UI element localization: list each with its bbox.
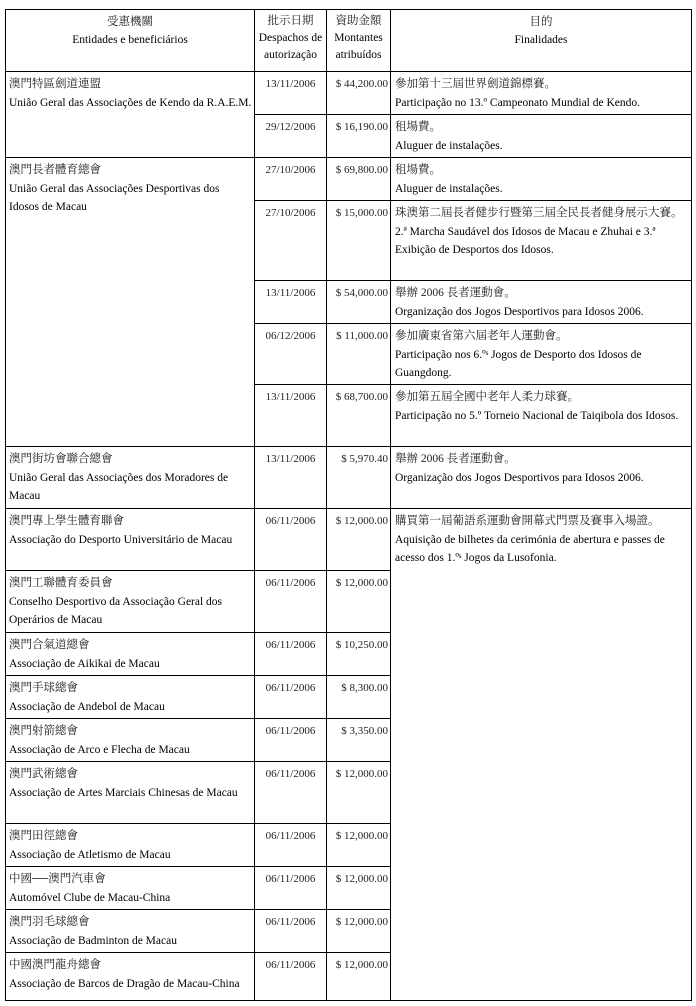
- entity-cell: [6, 676, 255, 719]
- amount-cell: $ 3,350.00: [327, 719, 391, 762]
- purpose-cell: [391, 447, 692, 509]
- amount-cell: $ 12,000.00: [327, 824, 391, 867]
- amount-cell: $ 68,700.00: [327, 385, 391, 447]
- entity-cell: [6, 910, 255, 953]
- entity-name-zh: 澳門田徑總會: [9, 830, 78, 842]
- purpose-pt: Organização dos Jogos Desportivos para Idosos 2006.: [395, 471, 644, 484]
- date-cell: 06/11/2006: [255, 953, 327, 1001]
- date-cell: 13/11/2006: [255, 72, 327, 115]
- entity-name-zh: 澳門射箭總會: [9, 725, 78, 737]
- purpose-cell: [391, 385, 692, 447]
- entity-name-zh: 澳門手球總會: [9, 682, 78, 694]
- purpose-cell: [391, 201, 692, 281]
- amount-cell: $ 54,000.00: [327, 281, 391, 324]
- purpose-cell: [391, 115, 692, 158]
- amount-cell: $ 11,000.00: [327, 324, 391, 385]
- entity-name-pt: Associação de Andebol de Macau: [9, 700, 165, 713]
- date-cell: 06/11/2006: [255, 509, 327, 571]
- grants-table: [5, 9, 692, 1001]
- date-cell: 06/11/2006: [255, 719, 327, 762]
- table-row: [6, 72, 692, 115]
- entity-cell: [6, 762, 255, 824]
- entity-name-zh: 澳門工聯體育委員會: [9, 577, 113, 589]
- date-cell: 27/10/2006: [255, 158, 327, 201]
- date-cell: 06/11/2006: [255, 762, 327, 824]
- header-amount: [327, 10, 391, 72]
- entity-name-pt: União Geral das Associações dos Moradores de Macau: [9, 471, 229, 502]
- purpose-pt: Participação no 5.º Torneio Nacional de Taiqibola dos Idosos.: [395, 409, 679, 422]
- purpose-zh: 租場費。: [395, 164, 441, 176]
- date-cell: 06/11/2006: [255, 910, 327, 953]
- amount-cell: $ 5,970.40: [327, 447, 391, 509]
- purpose-cell: [391, 281, 692, 324]
- purpose-zh: 舉辦 2006 長者運動會。: [395, 287, 516, 299]
- date-cell: 27/10/2006: [255, 201, 327, 281]
- purpose-cell: [391, 509, 692, 1001]
- header-date-zh: 批示日期: [267, 15, 314, 27]
- entity-cell: [6, 447, 255, 509]
- amount-cell: $ 15,000.00: [327, 201, 391, 281]
- header-purpose: [391, 10, 692, 72]
- purpose-cell: [391, 72, 692, 115]
- entity-name-pt: Associação de Atletismo de Macau: [9, 848, 171, 861]
- entity-name-zh: 澳門武術總會: [9, 768, 78, 780]
- purpose-zh: 租場費。: [395, 121, 441, 133]
- table-row: [6, 509, 692, 571]
- entity-name-pt: União Geral das Associações de Kendo da R.A.E.M.: [9, 96, 252, 109]
- header-purpose-zh: 目的: [529, 16, 553, 28]
- date-cell: 06/11/2006: [255, 824, 327, 867]
- purpose-zh: 參加廣東省第六屆老年人運動會。: [395, 330, 568, 342]
- entity-name-zh: 澳門街坊會聯合總會: [9, 453, 113, 465]
- date-cell: 13/11/2006: [255, 385, 327, 447]
- purpose-pt: 2.ª Marcha Saudável dos Idosos de Macau e Zhuhai e 3.ª Exibição de Desportos dos Idosos.: [395, 225, 656, 256]
- purpose-zh: 購買第一屆葡語系運動會開幕式門票及賽事入場證。: [395, 515, 660, 527]
- entity-cell: [6, 571, 255, 633]
- amount-cell: $ 16,190.00: [327, 115, 391, 158]
- amount-cell: $ 8,300.00: [327, 676, 391, 719]
- entity-cell: [6, 719, 255, 762]
- entity-name-zh: 澳門長者體育總會: [9, 164, 101, 176]
- entity-cell: [6, 158, 255, 447]
- date-cell: 29/12/2006: [255, 115, 327, 158]
- purpose-cell: [391, 158, 692, 201]
- entity-cell: [6, 509, 255, 571]
- entity-name-zh: 澳門特區劍道連盟: [9, 78, 101, 90]
- date-cell: 06/12/2006: [255, 324, 327, 385]
- entity-name-pt: Associação do Desporto Universitário de Macau: [9, 533, 233, 546]
- amount-cell: $ 44,200.00: [327, 72, 391, 115]
- table-header-row: [6, 10, 692, 72]
- purpose-pt: Organização dos Jogos Desportivos para Idosos 2006.: [395, 305, 644, 318]
- entity-cell: [6, 867, 255, 910]
- amount-cell: $ 10,250.00: [327, 633, 391, 676]
- date-cell: 06/11/2006: [255, 571, 327, 633]
- amount-cell: $ 12,000.00: [327, 867, 391, 910]
- entity-name-pt: Associação de Barcos de Dragão de Macau-China: [9, 977, 240, 990]
- entity-name-pt: Associação de Badminton de Macau: [9, 934, 177, 947]
- purpose-pt: Aluguer de instalações.: [395, 139, 503, 152]
- entity-name-pt: Conselho Desportivo da Associação Geral dos Operários de Macau: [9, 595, 223, 626]
- amount-cell: $ 12,000.00: [327, 953, 391, 1001]
- date-cell: 06/11/2006: [255, 676, 327, 719]
- header-entity-pt: Entidades e beneficiários: [72, 34, 188, 46]
- amount-cell: $ 12,000.00: [327, 762, 391, 824]
- header-amount-zh: 資助金額: [335, 15, 382, 27]
- header-entity-zh: 受惠機關: [107, 16, 153, 28]
- entity-name-zh: 中國澳門龍舟總會: [9, 959, 101, 971]
- entity-name-zh: 澳門羽毛球總會: [9, 916, 90, 928]
- header-date: [255, 10, 327, 72]
- amount-cell: $ 12,000.00: [327, 910, 391, 953]
- purpose-zh: 參加第五屆全國中老年人柔力球賽。: [395, 391, 579, 403]
- entity-cell: [6, 72, 255, 158]
- purpose-zh: 舉辦 2006 長者運動會。: [395, 453, 516, 465]
- header-date-pt: Despachos de autorização: [258, 32, 323, 61]
- entity-cell: [6, 953, 255, 1001]
- date-cell: 13/11/2006: [255, 447, 327, 509]
- purpose-pt: Participação no 13.º Campeonato Mundial de Kendo.: [395, 96, 641, 109]
- table-row: [6, 158, 692, 201]
- entity-cell: [6, 633, 255, 676]
- purpose-pt: Participação nos 6.ºˢ Jogos de Desporto dos Idosos de Guangdong.: [395, 348, 642, 379]
- purpose-cell: [391, 324, 692, 385]
- header-purpose-pt: Finalidades: [514, 34, 568, 46]
- entity-name-zh: 澳門專上學生體育聯會: [9, 515, 124, 527]
- purpose-zh: 珠澳第二屆長者健步行暨第三屆全民長者健身展示大賽。: [395, 207, 683, 219]
- date-cell: 06/11/2006: [255, 633, 327, 676]
- amount-cell: $ 69,800.00: [327, 158, 391, 201]
- date-cell: 06/11/2006: [255, 867, 327, 910]
- entity-name-zh: 澳門合氣道總會: [9, 639, 90, 651]
- entity-name-pt: Associação de Aikikai de Macau: [9, 657, 160, 670]
- purpose-pt: Aquisição de bilhetes da cerimónia de abertura e passes de acesso dos 1.ºˢ Jogos da Lusofonia.: [395, 533, 665, 564]
- amount-cell: $ 12,000.00: [327, 509, 391, 571]
- header-entity: [6, 10, 255, 72]
- purpose-pt: Aluguer de instalações.: [395, 182, 503, 195]
- amount-cell: $ 12,000.00: [327, 571, 391, 633]
- header-amount-pt: Montantes atribuídos: [334, 32, 383, 61]
- entity-name-pt: Associação de Artes Marciais Chinesas de Macau: [9, 786, 238, 799]
- entity-name-pt: Automóvel Clube de Macau-China: [9, 891, 171, 904]
- entity-name-pt: Associação de Arco e Flecha de Macau: [9, 743, 190, 756]
- date-cell: 13/11/2006: [255, 281, 327, 324]
- entity-name-zh: 中國──澳門汽車會: [9, 873, 106, 885]
- entity-name-pt: União Geral das Associações Desportivas dos Idosos de Macau: [9, 182, 220, 213]
- table-row: [6, 447, 692, 509]
- entity-cell: [6, 824, 255, 867]
- purpose-zh: 參加第十三屆世界劍道錦標賽。: [395, 78, 556, 90]
